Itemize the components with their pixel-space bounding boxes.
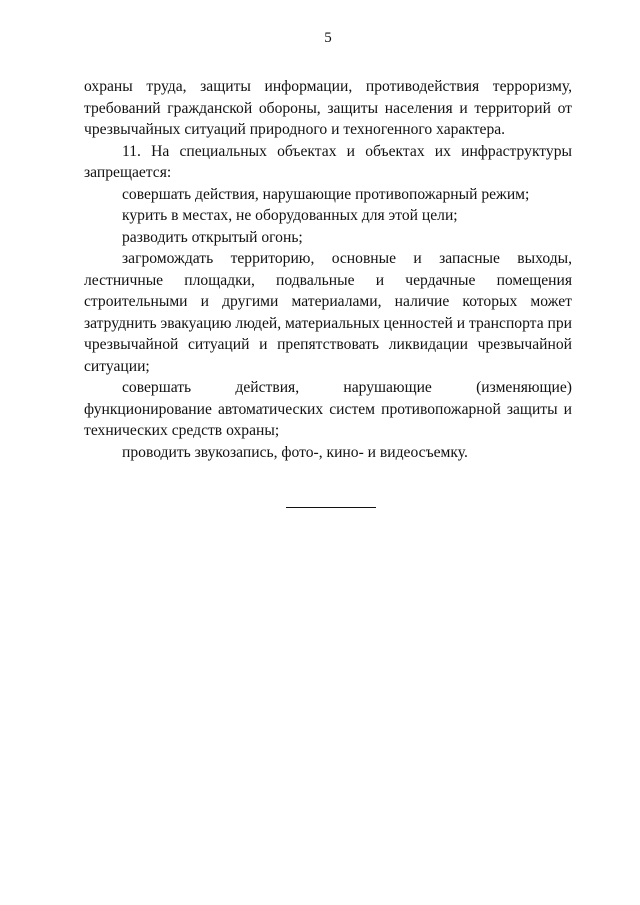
list-item-open-fire: разводить открытый огонь; <box>122 228 303 246</box>
list-item-obstruction: загромождать территорию, основные и запасные выходы, лестничные площадки, подвальные и чердачные помещения строительными и другими материалами, наличие которых может затруднить эвакуацию людей, материальных ценностей и транспорта при чрезвычайной ситуаций и препятствовать ликвидации чрезвычайной ситуации; <box>84 250 572 375</box>
list-item-smoking: курить в местах, не оборудованных для этой цели; <box>122 207 458 224</box>
end-divider-line <box>286 507 376 508</box>
page-number: 5 <box>324 30 332 46</box>
paragraph-continuation: охраны труда, защиты информации, противодействия терроризму, требований гражданской обороны, защиты населения и территорий от чрезвычайных ситуаций природного и техногенного характера. <box>84 78 572 138</box>
document-body <box>84 76 572 463</box>
list-item-fire-regime: совершать действия, нарушающие противопожарный режим; <box>122 185 530 203</box>
list-item-fire-systems: совершать действия, нарушающие (изменяющие) функционирование автоматических систем противопожарной защиты и технических средств охраны; <box>84 379 572 439</box>
paragraph-item-11: 11. На специальных объектах и объектах их инфраструктуры запрещается: <box>84 142 572 181</box>
list-item-recording: проводить звукозапись, фото-, кино- и видеосъемку. <box>122 443 468 461</box>
